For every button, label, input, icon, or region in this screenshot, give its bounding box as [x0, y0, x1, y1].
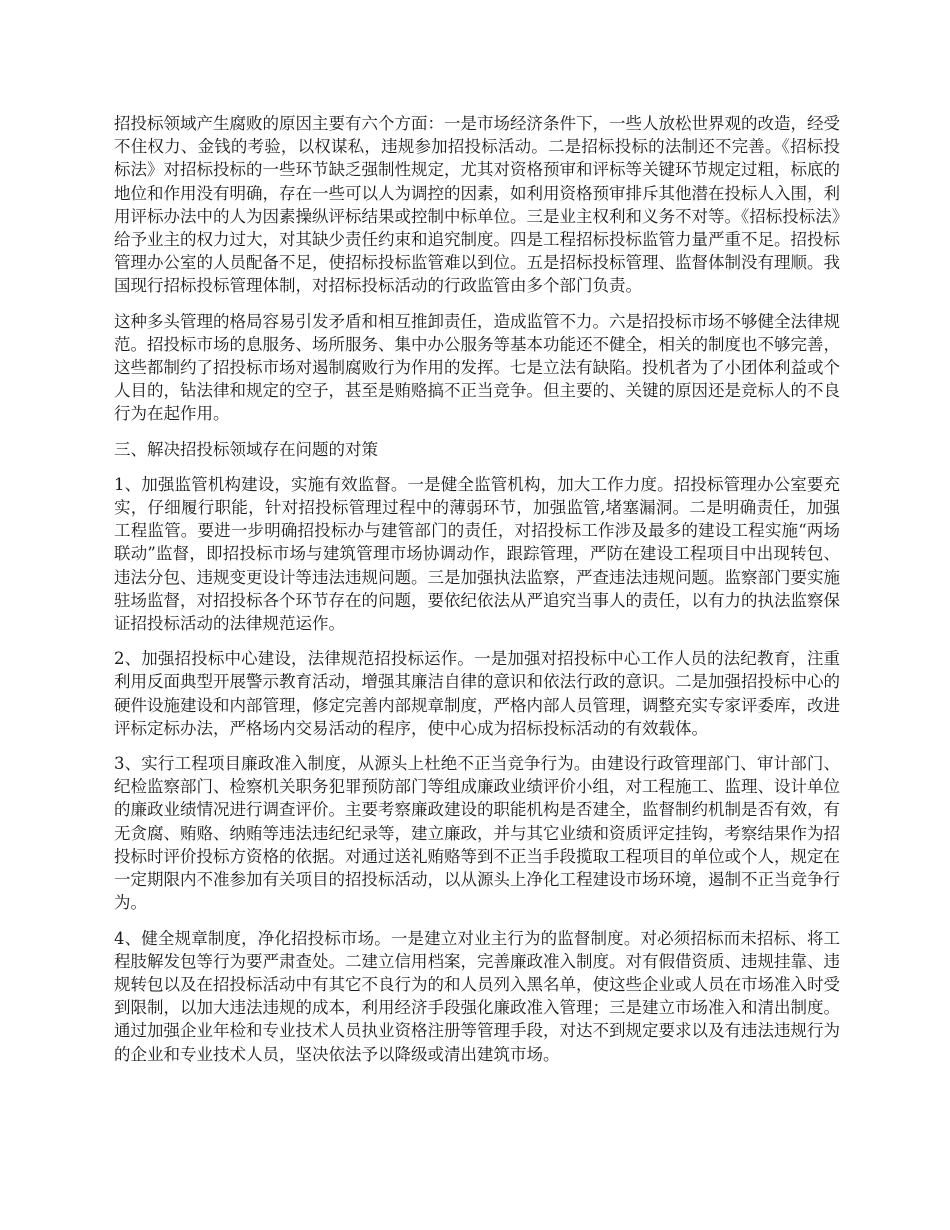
document-body	[114, 112, 840, 1078]
paragraph-measure-4: 4、健全规章制度，净化招投标市场。一是建立对业主行为的监督制度。对必须招标而未招标、将工程肢解发包等行为要严肃查处。二建立信用档案，完善廉政准入制度。对有假借资质、违规挂靠、违规转包以及在招投标活动中有其它不良行为的和人员列入黑名单，使这些企业或人员在市场准入时受到限制，以加大违法违规的成本，利用经济手段强化廉政准入管理；三是建立市场准入和清出制度。通过加强企业年检和专业技术人员执业资格注册等管理手段，对达不到规定要求以及有违法违规行为的企业和专业技术人员，坚决依法予以降级或清出建筑市场。	[114, 928, 840, 1064]
paragraph-measure-2: 2、加强招投标中心建设，法律规范招投标运作。一是加强对招投标中心工作人员的法纪教育，注重利用反面典型开展警示教育活动，增强其廉洁自律的意识和依法行政的意识。二是加强招投标中心的硬件设施建设和内部管理，修定完善内部规章制度，严格内部人员管理，调整充实专家评委库，改进评标定标办法，严格场内交易活动的程序，使中心成为招标投标活动的有效载体。	[114, 649, 840, 738]
paragraph-measure-1: 1、加强监管机构建设，实施有效监督。一是健全监管机构，加大工作力度。招投标管理办公室要充实，仔细履行职能，针对招投标管理过程中的薄弱环节，加强监管,堵塞漏洞。二是明确责任，加强工程监管。要进一步明确招投标办与建管部门的责任，对招投标工作涉及最多的建设工程实施“两场联动”监督，即招投标市场与建筑管理市场协调动作，跟踪管理，严防在建设工程项目中出现转包、违法分包、违规变更设计等违法违规问题。三是加强执法监察，严查违法违规问题。监察部门要实施驻场监督，对招投标各个环节存在的问题，要依纪依法从严追究当事人的责任，以有力的执法监察保证招投标活动的法律规范运作。	[114, 474, 840, 634]
paragraph-causes-continued: 这种多头管理的格局容易引发矛盾和相互推卸责任，造成监管不力。六是招投标市场不够健全法律规范。招投标市场的息服务、场所服务、集中办公服务等基本功能还不健全，相关的制度也不够完善，这些都制约了招投标市场对遏制腐败行为作用的发挥。七是立法有缺陷。投机者为了小团体利益或个人目的，钻法律和规定的空子，甚至是贿赂搞不正当竞争。但主要的、关键的原因还是竞标人的不良行为在起作用。	[114, 311, 840, 424]
paragraph-causes: 招投标领域产生腐败的原因主要有六个方面：一是市场经济条件下，一些人放松世界观的改造，经受不住权力、金钱的考验，以权谋私，违规参加招投标活动。二是招标投标的法制还不完善。《招标投标法》对招标投标的一些环节缺乏强制性规定，尤其对资格预审和评标等关键环节规定过粗，标底的地位和作用没有明确，存在一些可以人为调控的因素，如利用资格预审排斥其他潜在投标人入围，利用评标办法中的人为因素操纵评标结果或控制中标单位。三是业主权利和义务不对等。《招标投标法》给予业主的权力过大，对其缺少责任约束和追究制度。四是工程招标投标监管力量严重不足。招投标管理办公室的人员配备不足，使招标投标监管难以到位。五是招标投标管理、监督体制没有理顺。我国现行招标投标管理体制，对招标投标活动的行政监管由多个部门负责。	[114, 114, 840, 296]
section-heading-countermeasures: 三、解决招投标领域存在问题的对策	[114, 439, 378, 459]
paragraph-measure-3: 3、实行工程项目廉政准入制度，从源头上杜绝不正当竞争行为。由建设行政管理部门、审计部门、纪检监察部门、检察机关职务犯罪预防部门等组成廉政业绩评价小组，对工程施工、监理、设计单位的廉政业绩情况进行调查评价。主要考察廉政建设的职能机构是否建全，监督制约机制是否有效，有无贪腐、贿赂、纳贿等违法违纪纪录等，建立廉政，并与其它业绩和资质评定挂钩，考察结果作为招投标时评价投标方资格的依据。对通过送礼贿赂等到不正当手段揽取工程项目的单位或个人，规定在一定期限内不准参加有关项目的招投标活动，以从源头上净化工程建设市场环境，遏制不正当竞争行为。	[114, 754, 840, 913]
